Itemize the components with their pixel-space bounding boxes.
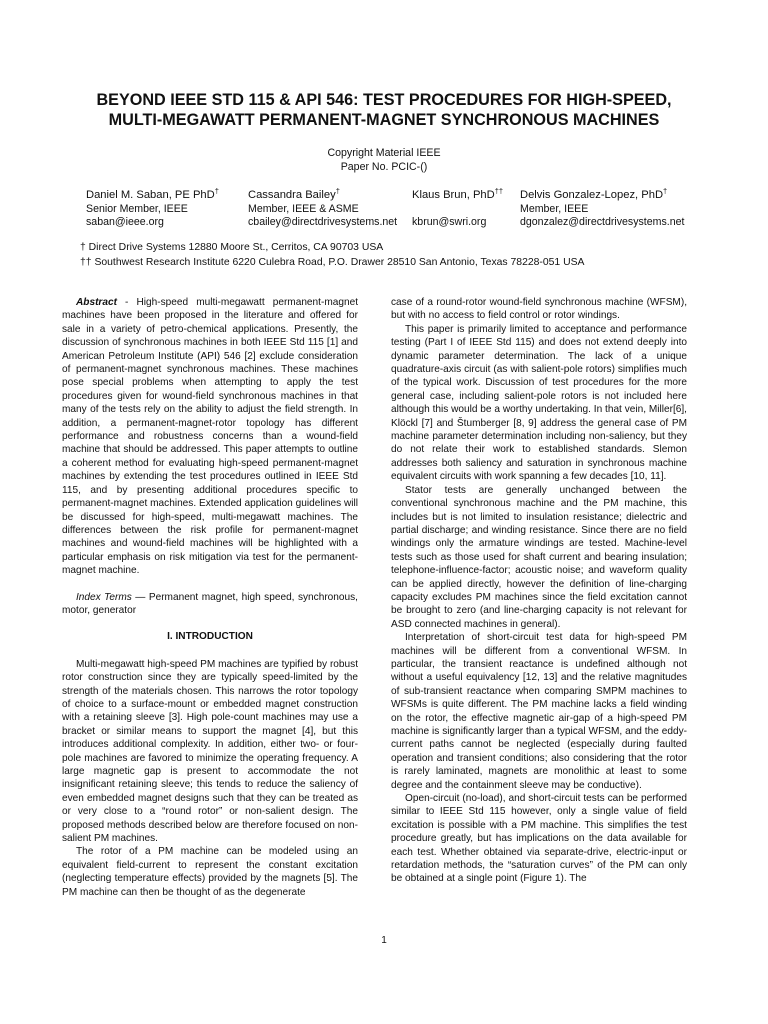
abstract-label: Abstract [76, 297, 117, 308]
index-terms-text: — Permanent magnet, high speed, synchronous, motor, generator [62, 591, 358, 616]
section-heading-introduction: I. INTRODUCTION [167, 631, 253, 643]
page-number: 1 [381, 935, 387, 946]
author-email: cbailey@directdrivesystems.net [248, 216, 398, 228]
author-email: kbrun@swri.org [412, 216, 487, 228]
author-name: Daniel M. Saban, PE PhD [86, 189, 215, 201]
affiliation-line: †† Southwest Research Institute 6220 Culebra Road, P.O. Drawer 28510 San Antonio, Texas 78228-051 USA [80, 256, 585, 268]
author-2 [248, 186, 398, 230]
body-paragraph: Multi-megawatt high-speed PM machines are typified by robust rotor construction since they are typically speed-limited by the strength of the materials chosen. This narrows the rotor topology of choice to a surface-mount or embedded magnet construction with a retaining sleeve [3]. High pole-count machines may use a bracket or similar means to support the magnet [4], but this introduces additional complexity. In addition, either two- or four-pole machines are favored to minimize the operating frequency. A large magnetic gap is present to accommodate the not insignificant retaining sleeve; this tends to reduce the saliency of even embedded magnet designs such that they can be treated as or very close to a “round rotor” or non-salient design. The proposed methods described below are therefore focused on non-salient PM machines. [62, 658, 358, 845]
affiliation-mark: † [335, 186, 340, 196]
affiliation-mark: † [663, 186, 668, 196]
left-column [62, 296, 358, 899]
author-name: Klaus Brun, PhD [412, 189, 495, 201]
affiliation-mark: † [214, 186, 219, 196]
author-role: Member, IEEE [520, 202, 589, 215]
body-paragraph: case of a round-rotor wound-field synchronous machine (WFSM), but with no access to field control or rotor windings. [391, 297, 687, 322]
paper-number: Paper No. PCIC-() [340, 160, 428, 173]
affiliations [80, 241, 584, 270]
right-column [391, 296, 687, 886]
paper-title [70, 90, 698, 130]
body-paragraph: The rotor of a PM machine can be modeled using an equivalent field-current to represent the constant excitation (neglecting temperature effects) provided by the magnets [5]. The PM machine can then be thought of as the degenerate [62, 846, 358, 898]
index-terms [62, 591, 358, 618]
author-email: dgonzalez@directdrivesystems.net [520, 216, 685, 228]
title-line-2: MULTI-MEGAWATT PERMANENT-MAGNET SYNCHRONOUS MACHINES [108, 111, 660, 129]
abstract [62, 296, 358, 578]
body-paragraph: Stator tests are generally unchanged between the conventional synchronous machine and the PM machine, this includes but is not limited to insulation resistance; dielectric and partial discharge; and winding resistance. Since there are no field windings only the armature windings are tested. Machine-level tests such as those used for shaft current and bearing insulation; telephone-influence-factor; acoustic noise; and waveform quality can be applied directly, however the definition of line-charging capacity excludes PM machines since the field excitation cannot be brought to zero (and line-charging capacity is not relevant for ASD connected machines in general). [391, 484, 687, 630]
author-role: Senior Member, IEEE [86, 202, 188, 215]
author-role: Member, IEEE & ASME [248, 202, 359, 215]
abstract-text: - High-speed multi-megawatt permanent-magnet machines have been proposed in the literature and offered for sale in a variety of petro-chemical applications. Presently, the discussion of synchronous machines in both IEEE Std 115 [1] and American Petroleum Institute (API) 546 [2] exclude consideration of permanent-magnet synchronous machines. These machines pose special problems when attempting to apply the test procedures given for wound-field synchronous machines in that many of the tests rely on the ability to adjust the field strength. In addition, a permanent-magnet-rotor topology has different performance and robustness concerns than a wound-field machine that should be addressed. This paper attempts to outline a coherent method for evaluating high-speed permanent-magnet machines by extending the test procedures outlined in IEEE Std 115, and by presenting additional procedures specific to permanent-magnet machines. Extended application guidelines will be discussed for high-speed, multi-megawatt machines. The differences between the risk profile for permanent-magnet machines and wound-field machines will be highlighted with a particular emphasis on risk mitigation via test for the permanent-magnet machine. [62, 297, 358, 577]
affiliation-line: † Direct Drive Systems 12880 Moore St., Cerritos, CA 90703 USA [80, 242, 384, 253]
body-paragraph: Open-circuit (no-load), and short-circuit tests can be performed similar to IEEE Std 115 however, only a single value of field excitation is possible with a PM machine. This simplifies the test procedure greatly, but has implications on the data available for each test. Whether obtained via separate-drive, electric-input or retardation methods, the “saturation curves” of the PM can only be obtained at a single point (Figure 1). The [391, 793, 687, 885]
copyright-notice: Copyright Material IEEE [327, 147, 441, 159]
title-line-1: BEYOND IEEE STD 115 & API 546: TEST PROCEDURES FOR HIGH-SPEED, [96, 91, 672, 109]
author-role [412, 203, 503, 217]
author-4 [520, 186, 685, 230]
body-paragraph: Interpretation of short-circuit test data for high-speed PM machines will be different from a conventional WFSM. In particular, the transient reactance is undefined although not without a useful equivalency [12, 13] and the relative magnitudes of sub-transient reactance when comparing SMPM machines to WFSMs is quite different. The PM machine lacks a field winding on the rotor, the effective magnetic air-gap of a high-speed PM machine is significantly larger than a typical WFSM, and the eddy-current paths cannot be neglected (especially during faulted operation and transient conditions; also considering that the rotor is rarely laminated, magnets are monolithic at least to some degree and the containment sleeve may be conductive). [391, 632, 687, 791]
affiliation-mark: †† [494, 186, 504, 196]
author-name: Delvis Gonzalez-Lopez, PhD [520, 189, 664, 201]
index-terms-label: Index Terms [76, 591, 132, 603]
body-paragraph: This paper is primarily limited to acceptance and performance testing (Part I of IEEE Std 115) and does not extend deeply into dynamic parameter determination. The lack of a unique quadrature-axis circuit (as with salient-pole rotors) simplifies much of the typical work. Discussion of test procedures for the more general case, including salient-pole rotors is not included here although this would be a worthy undertaking. In that vein, Miller[6], Klöckl [7] and Štumberger [8, 9] address the general case of PM machine parameter determination including non-saliency, but they do not relate their work to established standards. Slemon addresses both saliency and saturation in synchronous machine equivalent circuits with work spanning a few decades [10, 11]. [391, 323, 687, 483]
author-email: saban@ieee.org [86, 216, 164, 228]
author-3 [412, 186, 504, 230]
author-name: Cassandra Bailey [248, 189, 336, 201]
author-1 [86, 186, 219, 230]
copyright-block [0, 147, 768, 174]
